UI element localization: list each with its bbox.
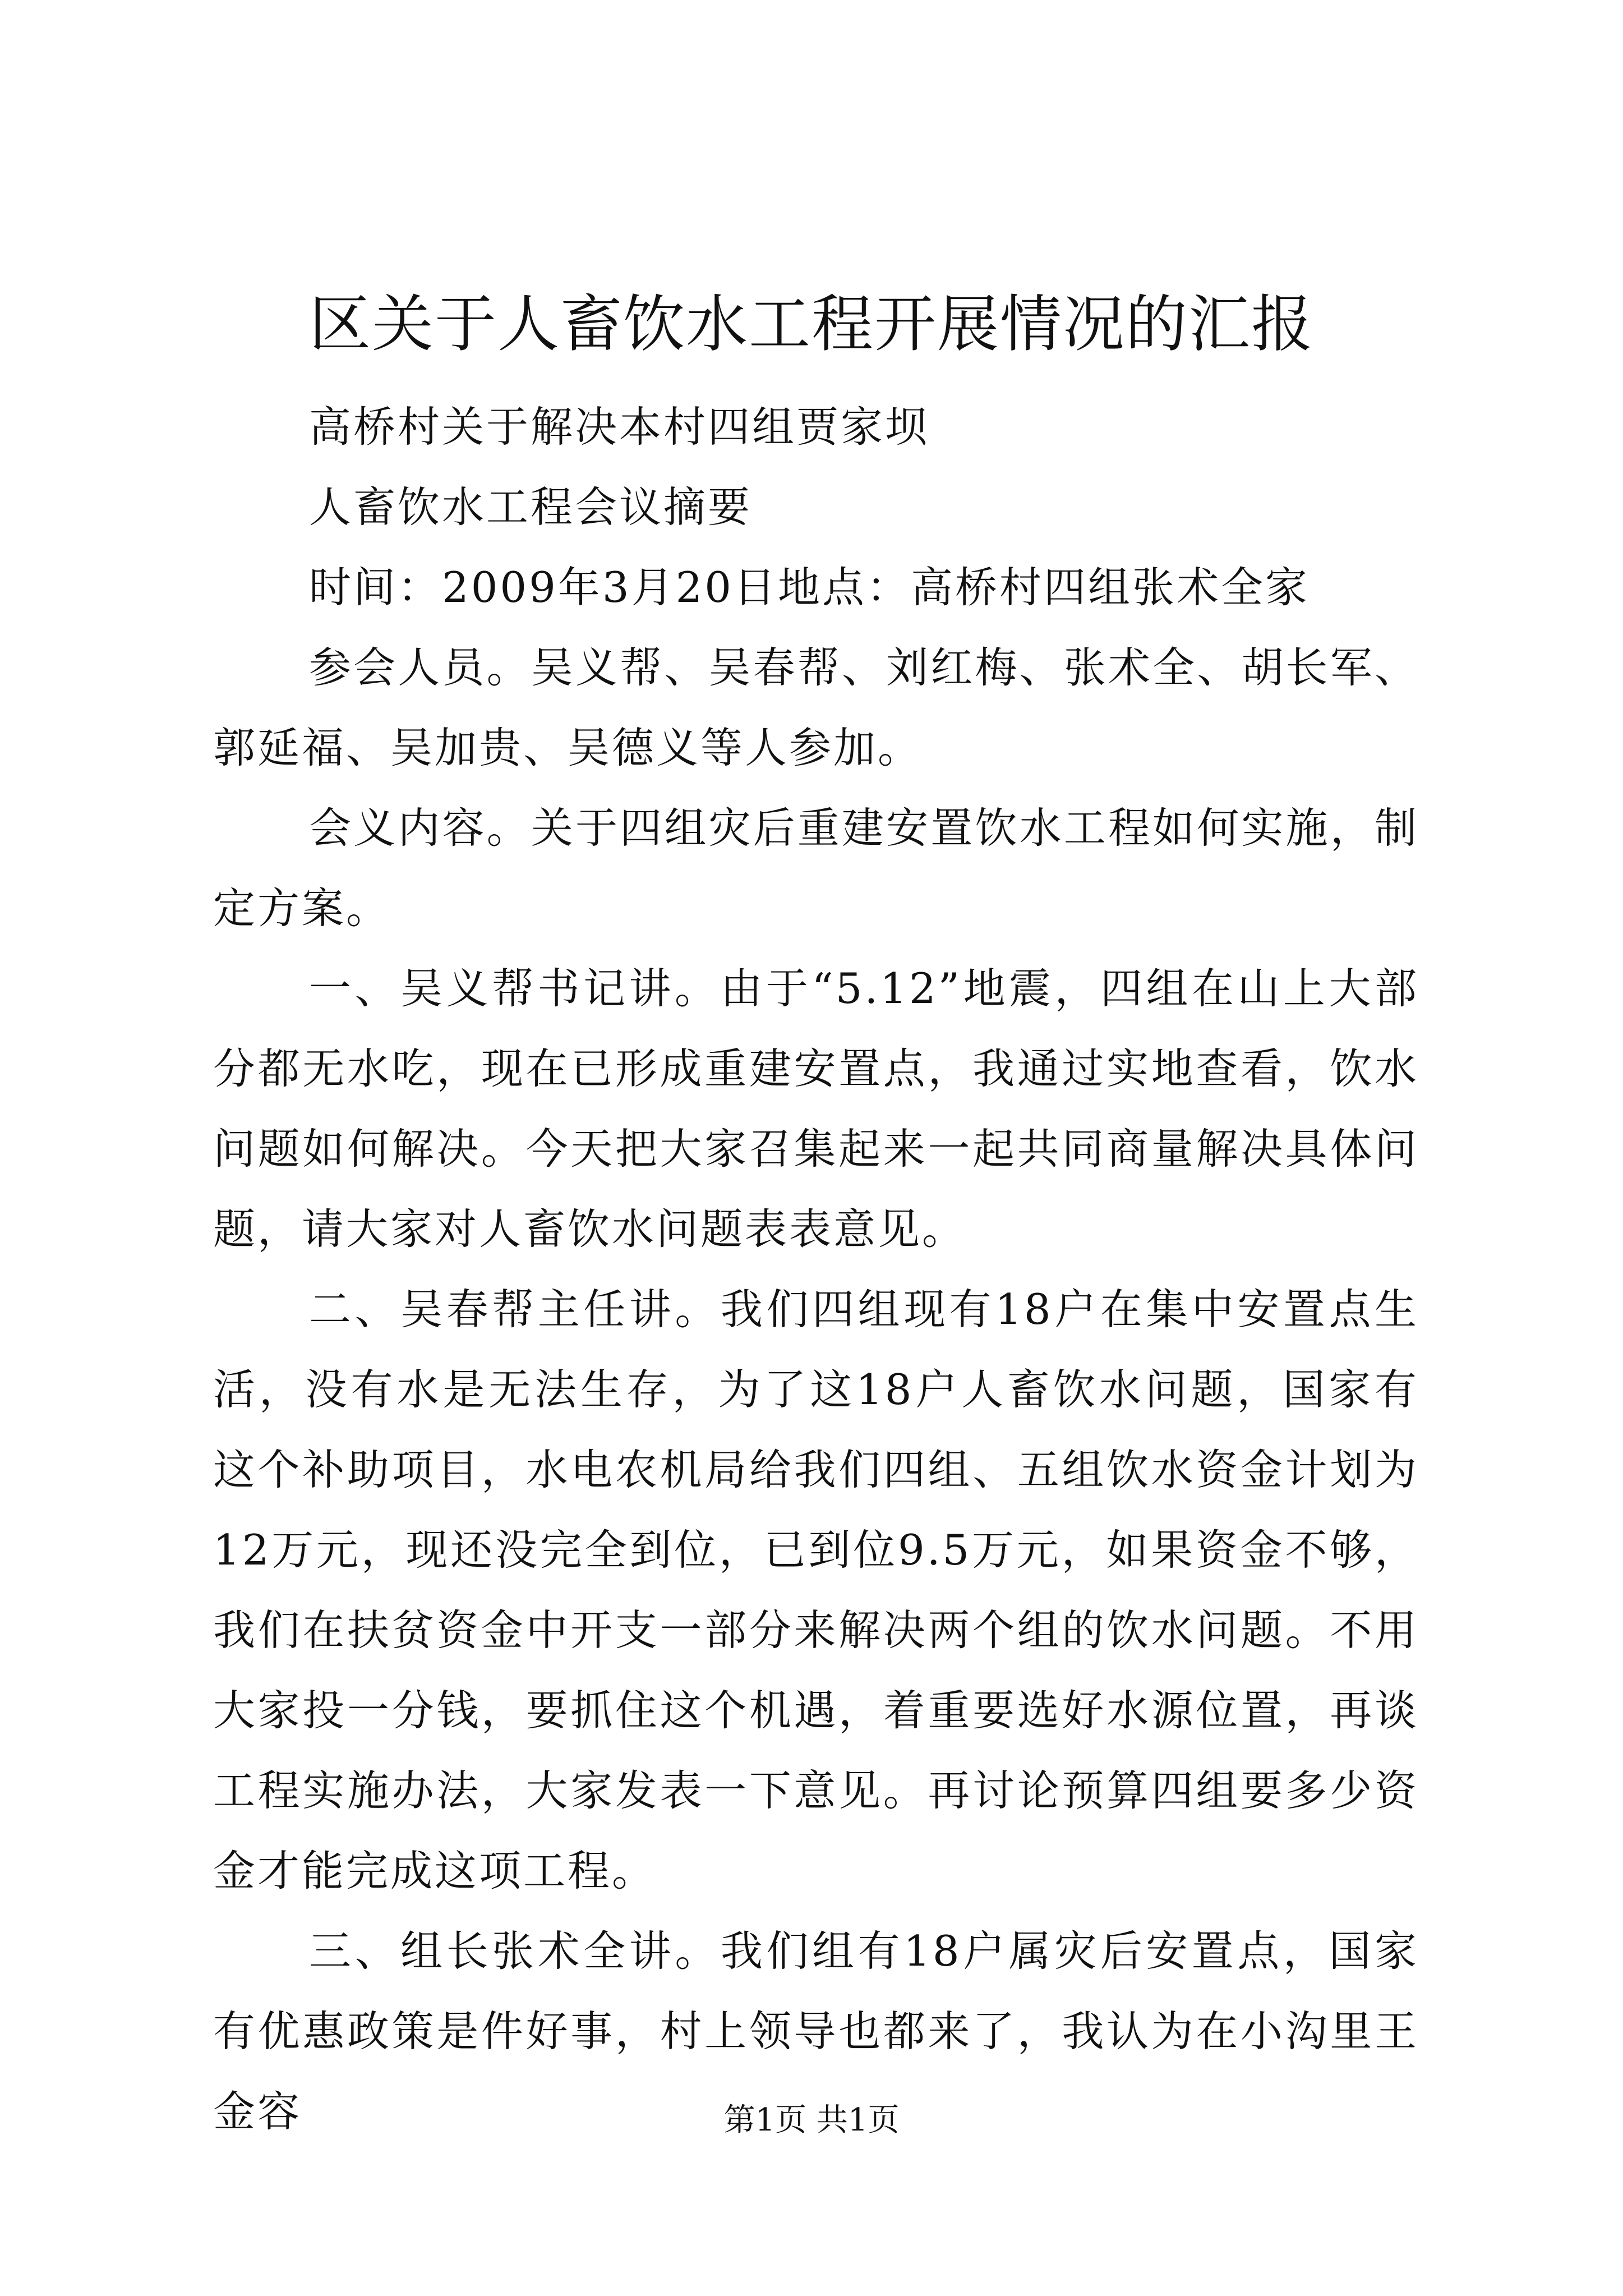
paragraph-attendees: 参会人员。吴义帮、吴春帮、刘红梅、张术全、胡长军、郭延福、吴加贵、吴德义等人参加。 bbox=[213, 643, 1419, 772]
paragraph-meeting-content: 会义内容。关于四组灾后重建安置饮水工程如何实施，制定方案。 bbox=[213, 803, 1419, 933]
paragraph-item-3: 三、组长张术全讲。我们组有18户属灾后安置点，国家有优惠政策是件好事，村上领导也都来了，我认为在小沟里王金容 bbox=[213, 1926, 1419, 2136]
paragraph-item-1: 一、吴义帮书记讲。由于“5.12”地震，四组在山上大部分都无水吃，现在已形成重建安置点，我通过实地查看，饮水问题如何解决。今天把大家召集起来一起共同商量解决具体问题，请大家对人畜饮水问题表表意见。 bbox=[213, 964, 1419, 1254]
page-footer: 第1页 共1页 bbox=[723, 2102, 900, 2138]
paragraph-subtitle-2: 人畜饮水工程会议摘要 bbox=[309, 482, 753, 532]
paragraph-item-2: 二、吴春帮主任讲。我们四组现有18户在集中安置点生活，没有水是无法生存，为了这18户人畜饮水问题，国家有这个补助项目，水电农机局给我们四组、五组饮水资金计划为12万元，现还没完全到位，已到位9.5万元，如果资金不够，我们在扶贫资金中开支一部分来解决两个组的饮水问题。不用大家投一分钱，要抓住这个机遇，着重要选好水源位置，再谈工程实施办法，大家发表一下意见。再讨论预算四组要多少资金才能完成这项工程。 bbox=[213, 1285, 1419, 1895]
paragraph-subtitle-1: 高桥村关于解决本村四组贾家坝 bbox=[309, 402, 930, 452]
paragraph-time-place: 时间：2009年3月20日地点：高桥村四组张术全家 bbox=[309, 563, 1310, 612]
document-body bbox=[213, 387, 1419, 2152]
document-title: 区关于人畜饮水工程开展情况的汇报 bbox=[309, 288, 1314, 360]
